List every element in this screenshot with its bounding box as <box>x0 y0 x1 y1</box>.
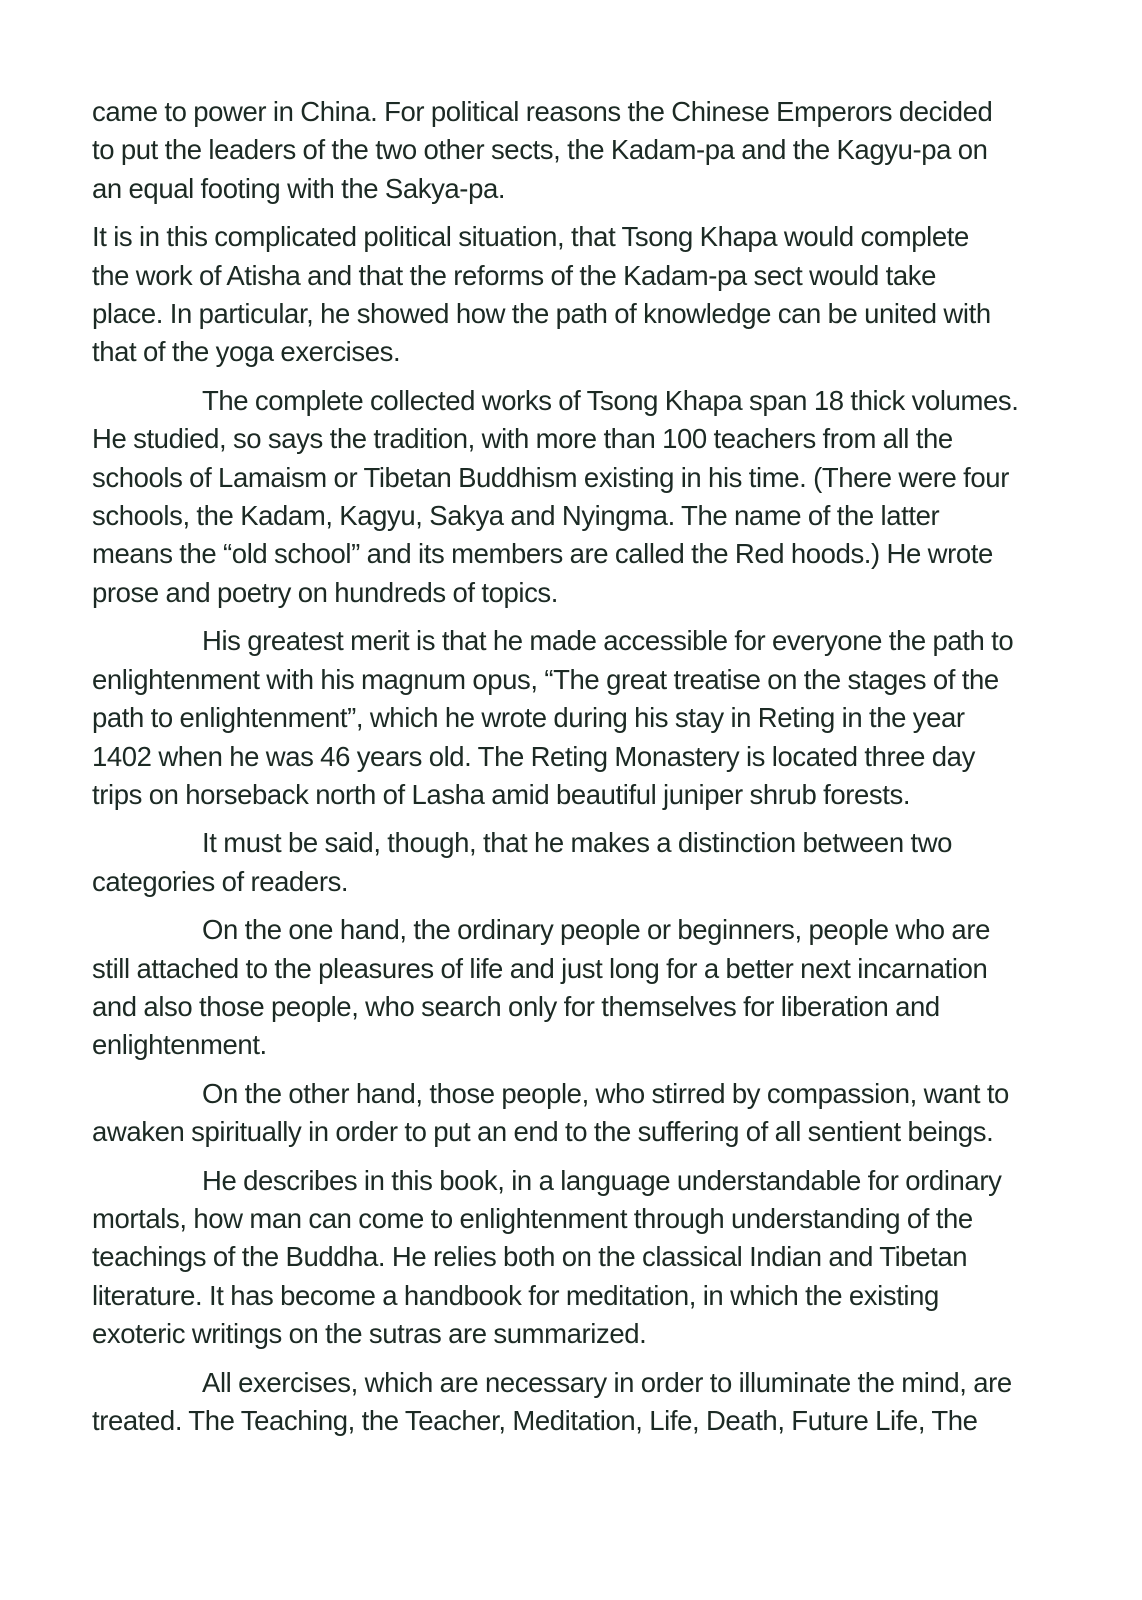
text-line: means the “old school” and its members are called the Red hoods.) He wrote <box>92 538 993 570</box>
text-line: and also those people, who search only for themselves for liberation and <box>92 990 940 1022</box>
text-line: exoteric writings on the sutras are summarized. <box>92 1318 647 1350</box>
paragraph <box>92 93 1062 208</box>
text-line-indented: On the one hand, the ordinary people or beginners, people who are <box>202 914 990 946</box>
text-line: the work of Atisha and that the reforms of the Kadam-pa sect would take <box>92 259 937 291</box>
text-line: to put the leaders of the two other sects, the Kadam-pa and the Kagyu-pa on <box>92 134 988 166</box>
text-line: literature. It has become a handbook for meditation, in which the existing <box>92 1279 939 1311</box>
text-line: place. In particular, he showed how the path of knowledge can be united with <box>92 298 991 330</box>
text-line: an equal footing with the Sakya-pa. <box>92 172 506 204</box>
paragraph <box>92 1364 1062 1441</box>
text-line: trips on horseback north of Lasha amid beautiful juniper shrub forests. <box>92 778 911 810</box>
text-line-indented: On the other hand, those people, who stirred by compassion, want to <box>202 1077 1009 1109</box>
paragraph <box>92 911 1062 1065</box>
text-line: 1402 when he was 46 years old. The Reting Monastery is located three day <box>92 740 975 772</box>
paragraph <box>92 1075 1062 1152</box>
text-line: came to power in China. For political reasons the Chinese Emperors decided <box>92 96 993 127</box>
text-line: schools, the Kadam, Kagyu, Sakya and Nyingma. The name of the latter <box>92 500 940 532</box>
text-line: path to enlightenment”, which he wrote during his stay in Reting in the year <box>92 702 965 734</box>
text-line: He studied, so says the tradition, with more than 100 teachers from all the <box>92 423 953 455</box>
paragraph <box>92 218 1062 372</box>
paragraph <box>92 622 1062 814</box>
paragraph <box>92 1162 1062 1354</box>
paragraph <box>92 824 1062 901</box>
text-line: teachings of the Buddha. He relies both on the classical Indian and Tibetan <box>92 1241 968 1273</box>
body-text <box>92 93 1062 1450</box>
text-line: enlightenment with his magnum opus, “The great treatise on the stages of the <box>92 663 999 695</box>
text-line-indented: It must be said, though, that he makes a distinction between two <box>202 827 953 859</box>
paragraph <box>92 382 1062 612</box>
text-line: still attached to the pleasures of life and just long for a better next incarnation <box>92 952 988 984</box>
text-line: It is in this complicated political situation, that Tsong Khapa would complete <box>92 221 969 253</box>
text-line-indented: He describes in this book, in a language understandable for ordinary <box>202 1164 1002 1196</box>
text-line: categories of readers. <box>92 865 349 897</box>
text-line: awaken spiritually in order to put an end to the suffering of all sentient beings. <box>92 1116 994 1148</box>
text-line-indented: All exercises, which are necessary in order to illuminate the mind, are <box>202 1366 1012 1398</box>
text-line: prose and poetry on hundreds of topics. <box>92 576 559 608</box>
text-line: enlightenment. <box>92 1029 267 1061</box>
text-line-indented: The complete collected works of Tsong Khapa span 18 thick volumes. <box>202 384 1019 416</box>
text-line: that of the yoga exercises. <box>92 336 401 368</box>
text-line-indented: His greatest merit is that he made accessible for everyone the path to <box>202 625 1014 657</box>
text-line: mortals, how man can come to enlightenment through understanding of the <box>92 1202 973 1234</box>
text-line: treated. The Teaching, the Teacher, Meditation, Life, Death, Future Life, The <box>92 1405 978 1436</box>
text-line: schools of Lamaism or Tibetan Buddhism existing in his time. (There were four <box>92 461 1009 493</box>
